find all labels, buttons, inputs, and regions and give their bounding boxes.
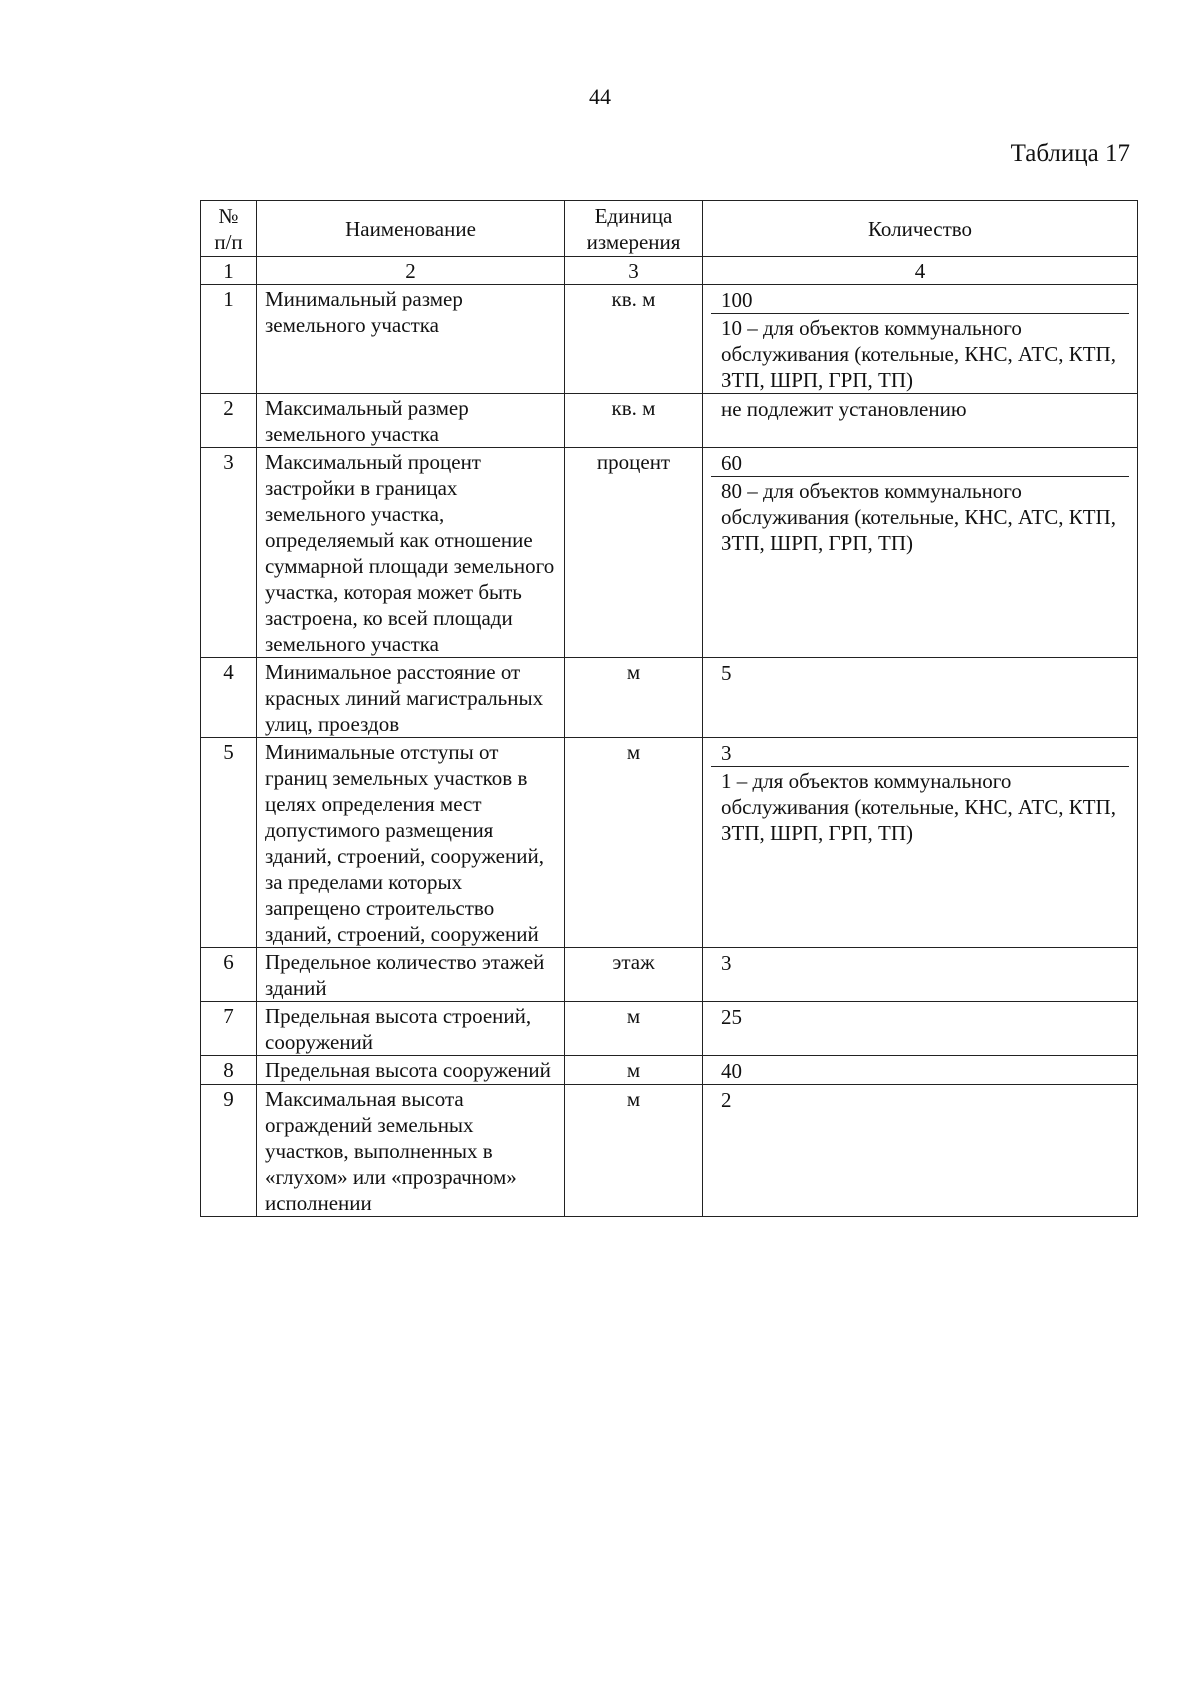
table-row (201, 948, 1138, 1002)
column-index-cell: 3 (565, 257, 703, 285)
quantity-note: 80 – для объектов коммунального обслуживания (котельные, КНС, АТС, КТП, ЗТП, ШРП, ГРП, ТП) (721, 479, 1116, 555)
row-name: Предельное количество этажей зданий (257, 948, 565, 1002)
row-quantity (703, 658, 1138, 738)
quantity-value: 3 (711, 739, 1129, 767)
row-number: 8 (201, 1056, 257, 1085)
header-num: № п/п (201, 201, 257, 257)
table-row (201, 448, 1138, 658)
row-number: 2 (201, 394, 257, 448)
row-quantity (703, 948, 1138, 1002)
row-quantity (703, 1085, 1138, 1217)
row-name: Предельная высота сооружений (257, 1056, 565, 1085)
table-row (201, 394, 1138, 448)
row-name: Минимальное расстояние от красных линий магистральных улиц, проездов (257, 658, 565, 738)
row-unit: м (565, 1002, 703, 1056)
row-name: Максимальная высота ограждений земельных участков, выполненных в «глухом» или «прозрачном» исполнении (257, 1085, 565, 1217)
quantity-value: 3 (721, 951, 732, 975)
row-number: 1 (201, 285, 257, 394)
row-unit: м (565, 738, 703, 948)
column-index-row (201, 257, 1138, 285)
header-unit: Единица измерения (565, 201, 703, 257)
quantity-note: 10 – для объектов коммунального обслуживания (котельные, КНС, АТС, КТП, ЗТП, ШРП, ГРП, ТП) (721, 316, 1116, 392)
quantity-value: 5 (721, 661, 732, 685)
row-unit: м (565, 1085, 703, 1217)
quantity-value: не подлежит установлению (721, 397, 967, 421)
table-row (201, 658, 1138, 738)
table-row (201, 1085, 1138, 1217)
row-number: 5 (201, 738, 257, 948)
table-header-row (201, 201, 1138, 257)
row-quantity (703, 394, 1138, 448)
quantity-value: 25 (721, 1005, 742, 1029)
row-number: 4 (201, 658, 257, 738)
row-quantity (703, 448, 1138, 658)
row-name: Максимальный процент застройки в границах земельного участка, определяемый как отношение суммарной площади земельного участка, которая может быть застроена, ко всей площади земельного участка (257, 448, 565, 658)
header-qty: Количество (703, 201, 1138, 257)
row-unit: процент (565, 448, 703, 658)
column-index-cell: 2 (257, 257, 565, 285)
header-name: Наименование (257, 201, 565, 257)
row-quantity (703, 1056, 1138, 1085)
row-unit: этаж (565, 948, 703, 1002)
row-quantity (703, 738, 1138, 948)
row-unit: м (565, 1056, 703, 1085)
row-name: Минимальные отступы от границ земельных участков в целях определения мест допустимого размещения зданий, строений, сооружений, за пределами которых запрещено строительство зданий, строений, сооружений (257, 738, 565, 948)
column-index-cell: 4 (703, 257, 1138, 285)
row-name: Максимальный размер земельного участка (257, 394, 565, 448)
table-row (201, 1056, 1138, 1085)
table-row (201, 285, 1138, 394)
row-quantity (703, 1002, 1138, 1056)
table-caption: Таблица 17 (1010, 140, 1130, 167)
table-row (201, 738, 1138, 948)
table-row (201, 1002, 1138, 1056)
page-number: 44 (589, 84, 611, 109)
row-number: 7 (201, 1002, 257, 1056)
quantity-value: 40 (721, 1059, 742, 1083)
quantity-note: 1 – для объектов коммунального обслуживания (котельные, КНС, АТС, КТП, ЗТП, ШРП, ГРП, ТП) (721, 769, 1116, 845)
row-number: 6 (201, 948, 257, 1002)
quantity-value: 100 (711, 286, 1129, 314)
quantity-value: 60 (711, 449, 1129, 477)
column-index-cell: 1 (201, 257, 257, 285)
quantity-value: 2 (721, 1088, 732, 1112)
row-unit: кв. м (565, 285, 703, 394)
row-number: 9 (201, 1085, 257, 1217)
regulations-table (200, 200, 1138, 1217)
row-number: 3 (201, 448, 257, 658)
row-unit: кв. м (565, 394, 703, 448)
row-name: Предельная высота строений, сооружений (257, 1002, 565, 1056)
row-unit: м (565, 658, 703, 738)
row-quantity (703, 285, 1138, 394)
row-name: Минимальный размер земельного участка (257, 285, 565, 394)
